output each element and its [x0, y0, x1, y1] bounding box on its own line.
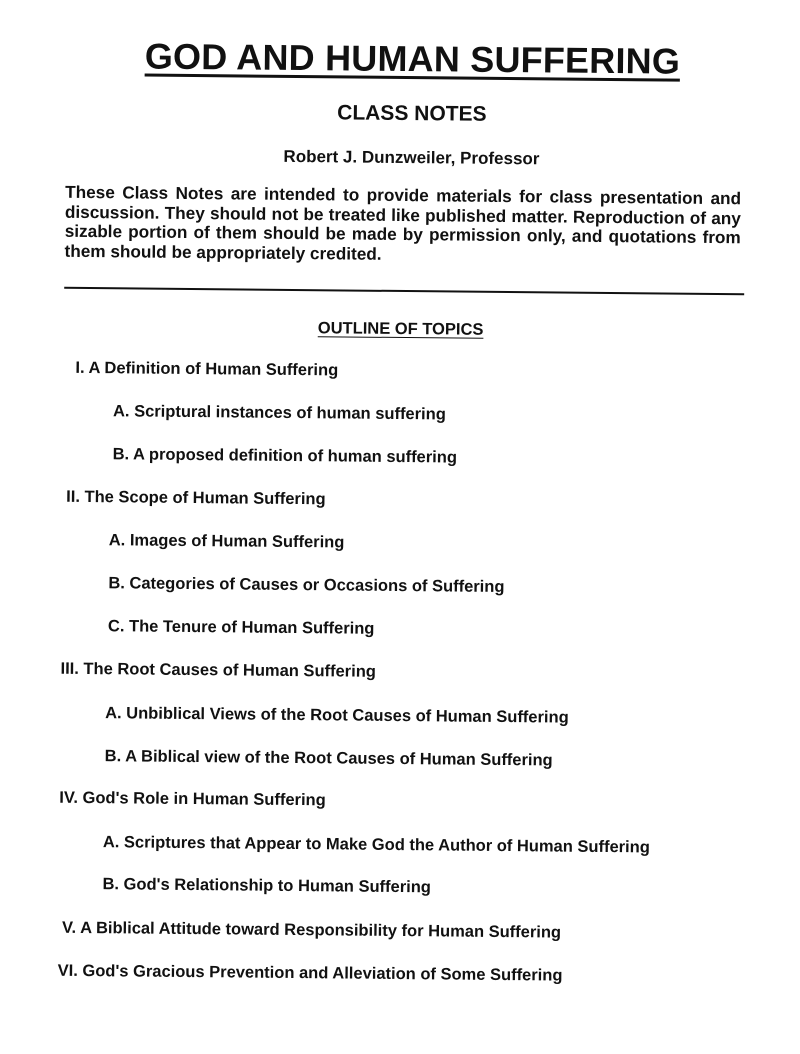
document-title: GOD AND HUMAN SUFFERING: [144, 35, 681, 82]
document-subtitle: CLASS NOTES: [337, 101, 487, 126]
outline-subtopic-3a: A. Unbiblical Views of the Root Causes of Human Suffering: [105, 704, 569, 727]
outline-topic-3: III. The Root Causes of Human Suffering: [60, 659, 376, 681]
outline-topic-5: V. A Biblical Attitude toward Responsibility for Human Suffering: [61, 918, 562, 942]
outline-subtopic-1a: A. Scriptural instances of human suffering: [112, 402, 446, 424]
outline-topic-1: I. A Definition of Human Suffering: [75, 358, 339, 380]
outline-subtopic-2a: A. Images of Human Suffering: [108, 531, 345, 552]
outline-topic-2: II. The Scope of Human Suffering: [66, 487, 326, 509]
outline-subtopic-3b: B. A Biblical view of the Root Causes of Human Suffering: [104, 747, 553, 770]
disclaimer-paragraph: These Class Notes are intended to provide materials for class presentation and discussion. They should not be treated like published matter. Reproduction of any sizable portion of them should be made by permission only, and quotations from them should be appropriately credited.: [64, 181, 742, 264]
outline-subtopic-1b: B. A proposed definition of human suffering: [112, 445, 458, 467]
outline-subtopic-2c: C. The Tenure of Human Suffering: [107, 617, 375, 638]
document-author: Robert J. Dunzweiler, Professor: [283, 146, 540, 169]
outline-subtopic-4a: A. Scriptures that Appear to Make God the Author of Human Suffering: [102, 833, 650, 857]
outline-heading: OUTLINE OF TOPICS: [317, 319, 484, 339]
outline-subtopic-2b: B. Categories of Causes or Occasions of Suffering: [108, 574, 505, 597]
outline-topic-6: VI. God's Gracious Prevention and Alleviation of Some Suffering: [57, 961, 563, 985]
outline-subtopic-4b: B. God's Relationship to Human Suffering: [102, 875, 431, 897]
outline-topic-4: IV. God's Role in Human Suffering: [59, 788, 326, 810]
horizontal-divider: [64, 287, 744, 296]
